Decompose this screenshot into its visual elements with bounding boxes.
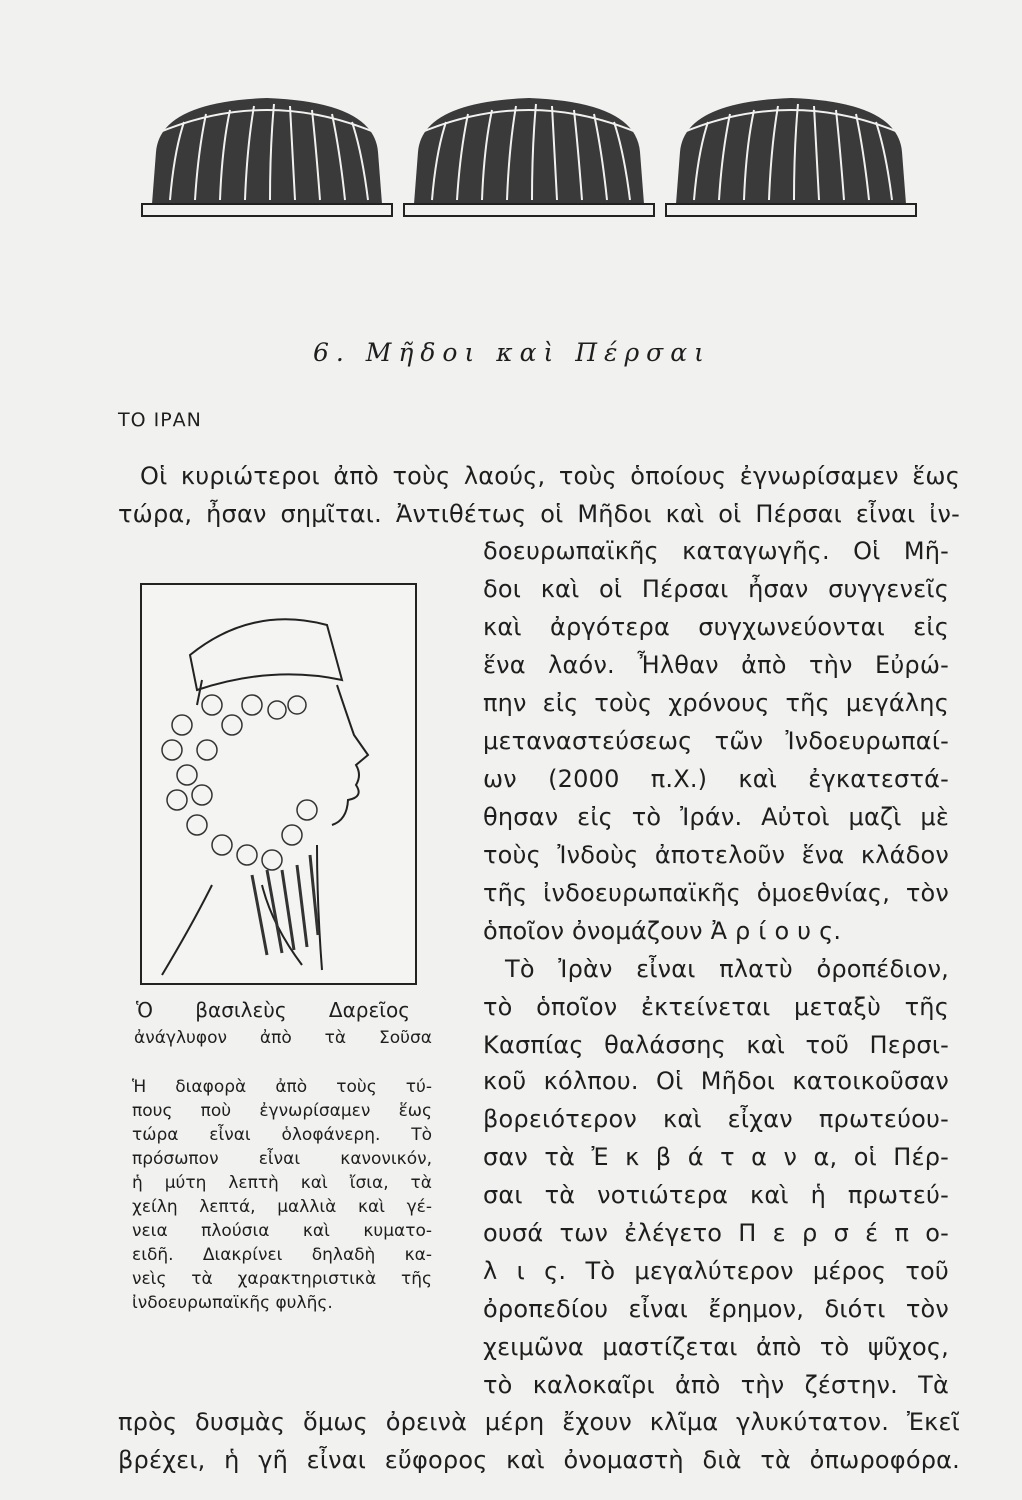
figure-note-line: πρόσωπον εἶναι κανονικόν, (132, 1149, 432, 1169)
closing-line: βρέχει, ἡ γῆ εἶναι εὔφορος καὶ ὀνομαστὴ διὰ τὰ ὀπωροφόρα. (118, 1446, 960, 1474)
figure-note-line: χείλη λεπτά, μαλλιὰ καὶ γέ- (132, 1197, 432, 1217)
chapter-title: 6. Μῆδοι καὶ Πέρσαι (313, 338, 711, 367)
body-line: Τὸ Ἰρὰν εἶναι πλατὺ ὀροπέδιον, (505, 955, 949, 983)
body-line: τὸ καλοκαῖρι ἀπὸ τὴν ζέστην. Τὰ (483, 1371, 949, 1399)
body-line: ἕνα λαόν. Ἦλθαν ἀπὸ τὴν Εὐρώ- (483, 651, 949, 679)
portrait-darius-figure (140, 583, 417, 985)
figure-note-line: πους ποὺ ἐγνωρίσαμεν ἕως (132, 1101, 432, 1121)
figure-note-line: τώρα εἶναι ὁλοφάνερη. Τὸ (132, 1125, 432, 1145)
body-line: δοευρωπαϊκῆς καταγωγῆς. Οἱ Μῆ- (483, 537, 949, 565)
body-line: δοι καὶ οἱ Πέρσαι ἦσαν συγγενεῖς (483, 575, 949, 603)
body-line: σαν τὰ Ἐ κ β ά τ α ν α, οἱ Πέρ- (483, 1143, 949, 1171)
figure-caption-subtitle: ἀνάγλυφον ἀπὸ τὰ Σοῦσα (134, 1028, 432, 1048)
body-line: ὀροπεδίου εἶναι ἔρημον, διότι τὸν (483, 1295, 949, 1323)
decorative-frieze-center (402, 92, 656, 220)
body-line: ουσά των ἐλέγετο Π ε ρ σ έ π ο- (483, 1219, 949, 1247)
body-line: τὸ ὁποῖον ἐκτείνεται μεταξὺ τῆς (483, 993, 949, 1021)
section-heading: ΤΟ ΙΡΑΝ (118, 409, 202, 431)
figure-note-line: ἰνδοευρωπαϊκῆς φυλῆς. (132, 1293, 333, 1313)
darius-relief-illustration (142, 585, 415, 983)
body-line: πην εἰς τοὺς χρόνους τῆς μεγάλης (483, 689, 949, 717)
decorative-frieze-right (664, 92, 918, 220)
figure-note-line: νεὶς τὰ χαρακτηριστικὰ τῆς (132, 1269, 432, 1289)
body-line: λ ι ς. Τὸ μεγαλύτερον μέρος τοῦ (483, 1257, 949, 1285)
body-line: θησαν εἰς τὸ Ἰράν. Αὐτοὶ μαζὶ μὲ (483, 803, 949, 831)
body-line: σαι τὰ νοτιώτερα καὶ ἡ πρωτεύ- (483, 1181, 949, 1209)
body-line: ων (2000 π.Χ.) καὶ ἐγκατεστά- (483, 765, 949, 793)
body-line: κοῦ κόλπου. Οἱ Μῆδοι κατοικοῦσαν (483, 1067, 949, 1095)
body-line: βορειότερον καὶ εἶχαν πρωτεύου- (483, 1105, 949, 1133)
figure-caption-title: Ὁ βασιλεὺς Δαρεῖος (136, 998, 410, 1022)
body-line: μεταναστεύσεως τῶν Ἰνδοευρωπαί- (483, 727, 949, 755)
body-line: χειμῶνα μαστίζεται ἀπὸ τὸ ψῦχος, (483, 1333, 949, 1361)
decorative-frieze-left (140, 92, 394, 220)
body-line: ὁποῖον ὀνομάζουν Ἀ ρ ί ο υ ς. (483, 917, 842, 945)
body-line: Κασπίας θαλάσσης καὶ τοῦ Περσι- (483, 1031, 949, 1059)
closing-line: πρὸς δυσμὰς ὅμως ὀρεινὰ μέρη ἔχουν κλῖμα γλυκύτατον. Ἐκεῖ (118, 1408, 960, 1436)
body-line: τοὺς Ἰνδοὺς ἀποτελοῦν ἕνα κλάδον (483, 841, 949, 869)
figure-note-line: Ἡ διαφορὰ ἀπὸ τοὺς τύ- (132, 1077, 432, 1097)
body-line: καὶ ἀργότερα συγχωνεύονται εἰς (483, 613, 949, 641)
body-line: τῆς ἰνδοευρωπαϊκῆς ὁμοεθνίας, τὸν (483, 879, 949, 907)
figure-note-line: νεια πλούσια καὶ κυματο- (132, 1221, 432, 1241)
figure-note-line: ἡ μύτη λεπτὴ καὶ ἴσια, τὰ (132, 1173, 432, 1193)
figure-note-line: ειδῆ. Διακρίνει δηλαδὴ κα- (132, 1245, 432, 1265)
intro-line: Οἱ κυριώτεροι ἀπὸ τοὺς λαούς, τοὺς ὁποίους ἐγνωρίσαμεν ἕως (140, 462, 960, 490)
intro-line: τώρα, ἦσαν σημῖται. Ἀντιθέτως οἱ Μῆδοι καὶ οἱ Πέρσαι εἶναι ἰν- (118, 500, 960, 528)
